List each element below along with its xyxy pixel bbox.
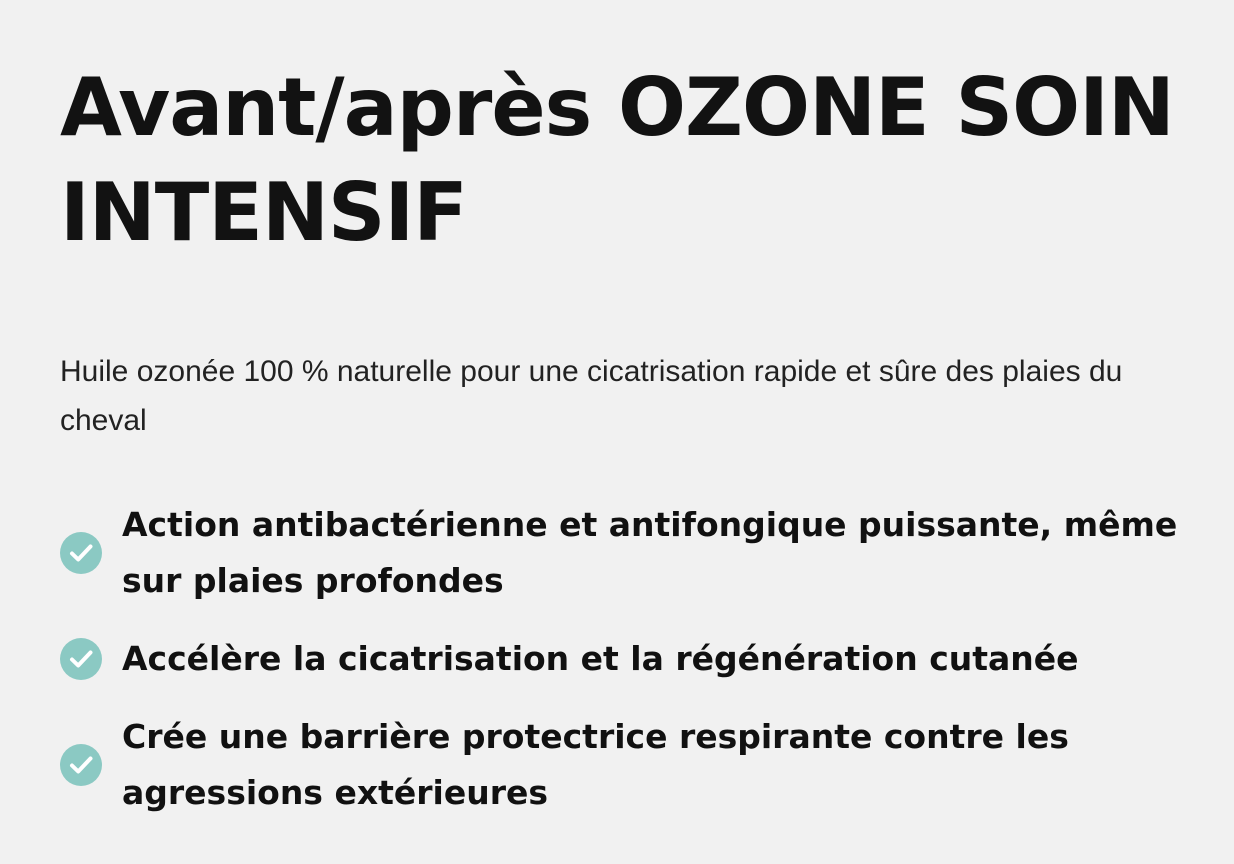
benefit-item-barrier: [60, 709, 1194, 821]
check-circle-icon: [60, 532, 102, 574]
check-circle-icon: [60, 638, 102, 680]
benefit-text: Accélère la cicatrisation et la régénération cutanée: [122, 639, 1079, 678]
benefit-text: Crée une barrière protectrice respirante contre les agressions extérieures: [122, 717, 1069, 812]
page-title: Avant/après OZONE SOIN INTENSIF: [60, 61, 1174, 259]
benefit-item-antibacterial: [60, 497, 1194, 609]
benefit-item-healing: [60, 631, 1194, 687]
product-subtitle: Huile ozonée 100 % naturelle pour une cicatrisation rapide et sûre des plaies du cheval: [60, 355, 1123, 437]
check-circle-icon: [60, 744, 102, 786]
benefits-list: [60, 497, 1194, 821]
benefit-text: Action antibactérienne et antifongique puissante, même sur plaies profondes: [122, 505, 1178, 600]
